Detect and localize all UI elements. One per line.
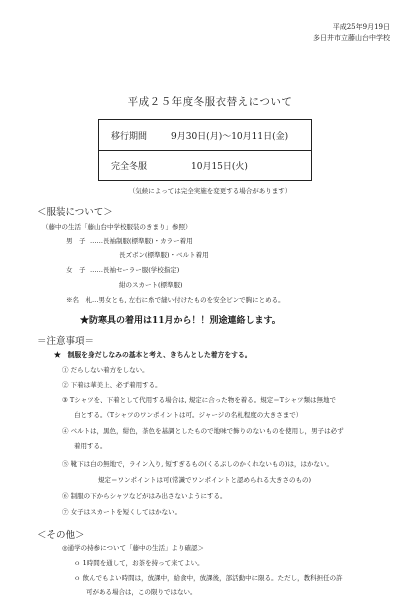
caution-item: ④ ベルトは，黒色，紺色，茶色を基調としたもので地味で飾りのないものを使用し，男子は必ず [62, 427, 344, 435]
caution-item: ① だらしない着方をしない。 [62, 366, 149, 374]
weather-note: （気候によっては完全実施を変更する場合があります） [128, 187, 292, 195]
clothing-heading: ＜服装について＞ [37, 207, 113, 218]
caution-item: ⑦ 女子はスカートを短くしてはかない。 [62, 508, 182, 516]
male-item-1: ……長袖制服(標準服)・カラー着用 [90, 237, 193, 245]
caution-item: ③ Tシャツを、下着として代用する場合は, 規定に合った物を着る。規定＝Tシャツ類は無地で [62, 396, 336, 404]
transition-value: 9月30日(月)～10月11日(金) [171, 132, 289, 142]
coat-notice: ★防寒具の着用は11月から！！別途連絡します。 [80, 316, 281, 326]
page-title: 平成２５年度冬服衣替えについて [127, 96, 293, 108]
other-heading: ＜その他＞ [37, 530, 85, 541]
female-label: 女 子 [66, 266, 86, 274]
caution-item-continued: 規定＝ワンポイントは可(常識でワンポイントと認められる大きさのもの) [98, 476, 312, 484]
cautions-heading: ＝注意事項＝ [37, 336, 95, 347]
other-lead: ◎通学の持参について「藤中の生活」より確認＞ [62, 544, 205, 552]
name-tag-note: ※名 札…男女とも, 左右に糸で縫い付けたものを安全ピンで胸にとめる。 [66, 296, 285, 304]
clothing-source: （藤中の生活「藤山台中学校服装のきまり」参照） [42, 223, 192, 231]
caution-item: ⑤ 靴下は白の無地で，ライン入り, 短すぎるもの(くるぶしのかくれないもの)は，はかない。 [62, 460, 333, 468]
cautions-lead: ★ 制服を身だしなみの基本と考え、きちんとした着方をする。 [54, 351, 252, 359]
other-item-2: ｏ 飲んでもよい時間は，放課中，給食中，放課後，部活動中に限る。ただし，教科担任の許 [74, 574, 343, 582]
document-date: 平成25年9月19日 [332, 23, 390, 31]
full-winter-value: 10月15日(火) [191, 162, 248, 172]
male-label: 男 子 [66, 237, 86, 245]
caution-item-continued: 白とする。（Tシャツのワンポイントは可。ジャージの名札程度の大きさまで） [74, 411, 303, 419]
female-item-1: ……長袖セーラー服(学校指定) [90, 266, 180, 274]
other-item-1: ｏ 1時間を通して，お茶を持って来てよい。 [74, 559, 204, 567]
full-winter-label: 完全冬服 [111, 162, 148, 172]
schedule-box [98, 119, 312, 181]
male-item-2: 長ズボン(標準服)・ベルト着用 [119, 251, 209, 259]
transition-row [99, 120, 311, 151]
school-name: 多日井市立藤山台中学校 [313, 34, 390, 42]
caution-item: ② 下着は華美上、必ず着用する。 [62, 381, 162, 389]
full-winter-row [99, 150, 311, 180]
transition-label: 移行期間 [111, 132, 148, 142]
caution-item: ⑥ 制服の下からシャツなどがはみ出さないようにする。 [62, 492, 227, 500]
caution-item-continued: 着用する。 [74, 442, 107, 450]
female-item-2: 紺のスカート(標準服) [119, 281, 183, 289]
other-item-2-continued: 可がある場合は，この限りではない。 [86, 588, 197, 596]
